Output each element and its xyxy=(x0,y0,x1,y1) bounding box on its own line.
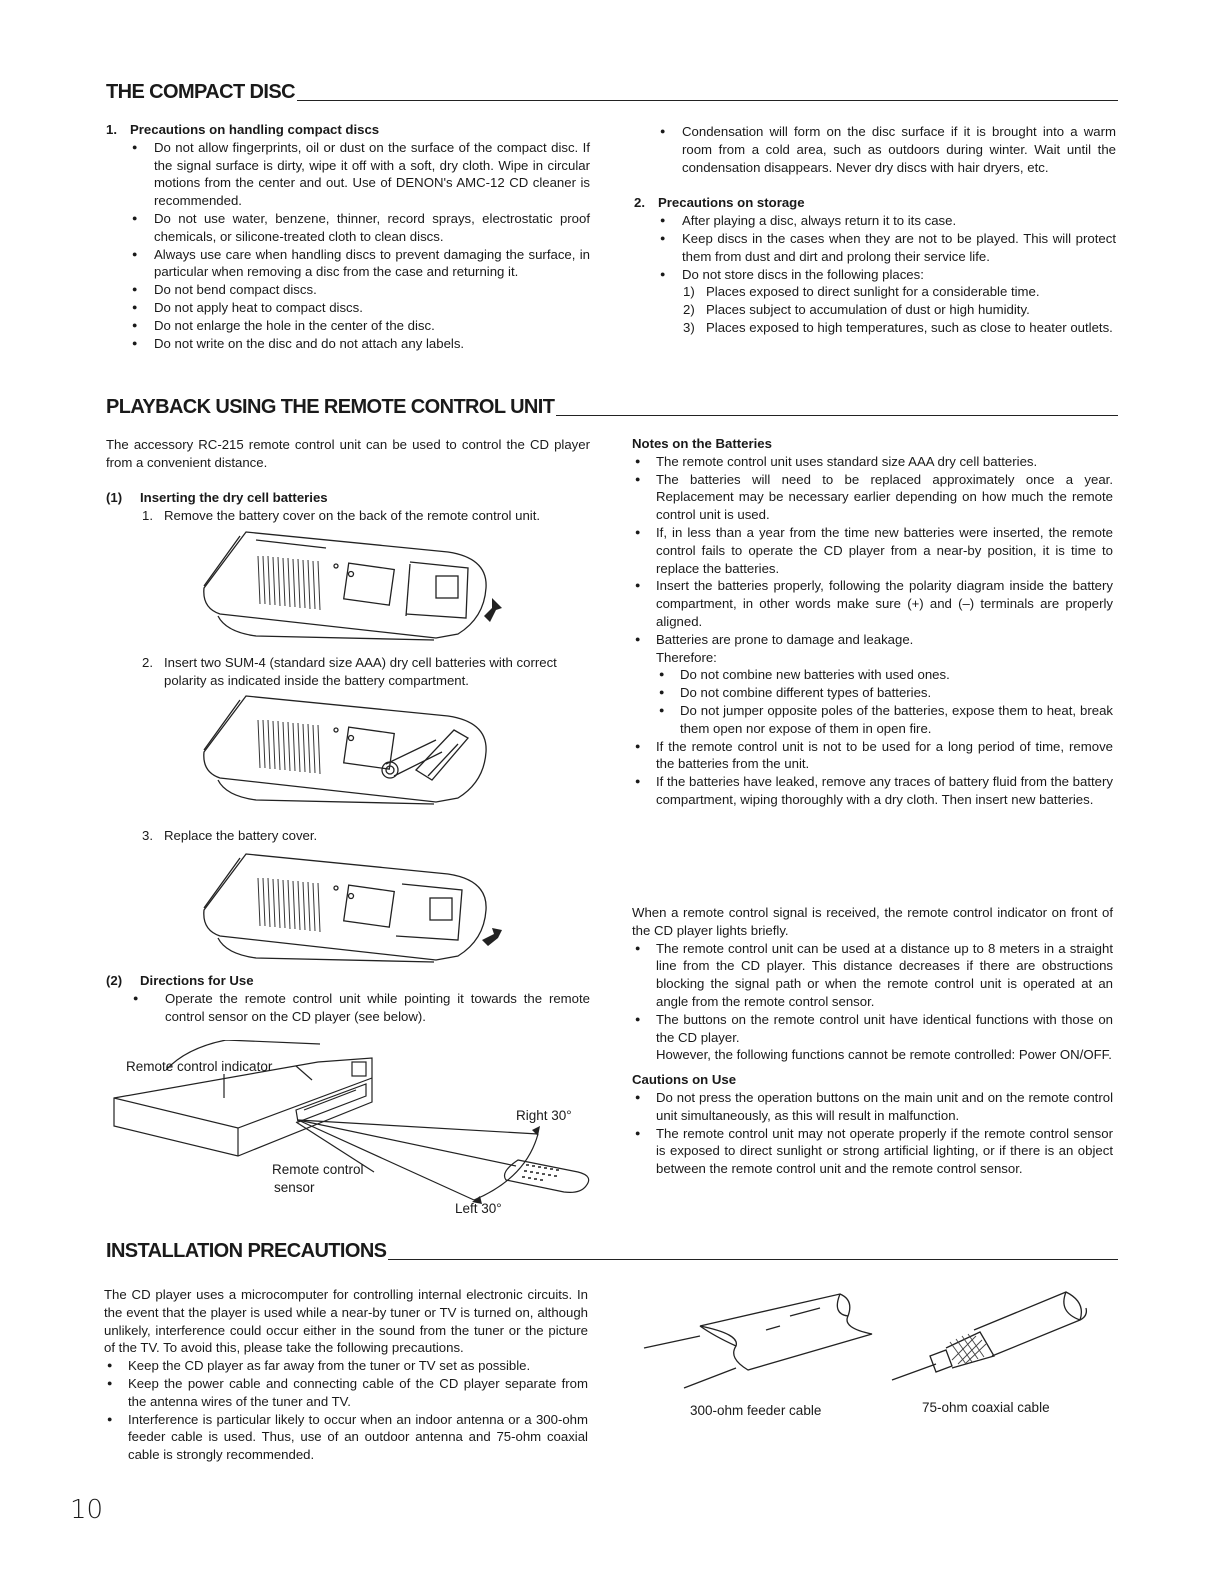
list-item: ● The batteries will need to be replaced approximately once a year. Replacement may be necessary earlier depending on how much the remote control unit is used. xyxy=(632,471,1113,524)
remote-back-cover-illustration xyxy=(196,526,516,644)
directions-section: (2) Directions for Use ● Operate the remote control unit while pointing it towards the remote control sensor on the CD player (see below). xyxy=(106,972,590,1025)
installation-title: INSTALLATION PRECAUTIONS xyxy=(106,1239,1118,1263)
list-item: ● Do not allow fingerprints, oil or dust on the surface of the compact disc. If the signal surface is dirty, wipe it off with a soft, dry cloth. Wipe in circular motions from the center and out. Use of DENON's AMC-12 CD cleaner is recommended. xyxy=(106,139,590,210)
installation-intro: The CD player uses a microcomputer for controlling internal electronic circuits. In the event that the player is used while a near-by tuner or TV is turned on, although unlikely, interference could occur either in the sound from the tuner or the picture of the TV. To avoid this, please take the following precautions. xyxy=(104,1287,588,1356)
list-item: ● Operate the remote control unit while pointing it towards the remote control sensor on the CD player (see below). xyxy=(106,990,590,1026)
remote-battery-insert-illustration xyxy=(196,690,496,808)
arrow-icon xyxy=(484,598,502,622)
step-3: 3. Replace the battery cover. xyxy=(142,828,318,843)
handling-heading: Precautions on handling compact discs xyxy=(130,122,380,137)
remote-indicator-label: Remote control indicator xyxy=(126,1059,273,1074)
list-item: ● Keep the CD player as far away from the tuner or TV set as possible. xyxy=(104,1357,588,1375)
storage-list xyxy=(634,212,1116,337)
cable-illustrations xyxy=(640,1286,1100,1396)
list-item: 1) Places exposed to direct sunlight for a considerable time. xyxy=(683,284,1040,300)
signal-intro: When a remote control signal is received, the remote control indicator on front of the CD player lights briefly. xyxy=(632,905,1113,938)
handling-section: 1. Precautions on handling compact discs ● Do not allow fingerprints, oil or dust on the surface of the compact disc. If the signal surface is dirty, wipe it off with a soft, dry cloth. Wipe in circular motions from the center and out. Use of DENON's AMC-12 CD cleaner is recommended. ● Do not use water, benzene, thinner, record sprays, electrostatic proof chemicals, or silicone-treated cloth to clean discs. ● Always use care when handling discs to prevent damaging the surface, in particular when removing a disc from the case and returning it. ● Do not bend compact discs. ● Do not apply heat to compact discs. ● Do not enlarge the hole in the center of the disc. ● Do not write on the disc and do not attach any labels. xyxy=(106,121,590,352)
arrow-icon xyxy=(482,928,502,946)
right-angle-label: Right 30° xyxy=(516,1108,572,1123)
list-item: ● Keep the power cable and connecting cable of the CD player separate from the antenna wires of the tuner and TV. xyxy=(104,1375,588,1411)
list-item: ● If, in less than a year from the time new batteries were inserted, the remote control fails to operate the CD player from a near-by position, it is time to replace the batteries. xyxy=(632,524,1113,577)
step-1: 1. Remove the battery cover on the back of the remote control unit. xyxy=(142,507,541,523)
feeder-cable-caption: 300-ohm feeder cable xyxy=(690,1403,822,1418)
list-item: 2) Places subject to accumulation of dust or high humidity. xyxy=(683,302,1030,318)
list-item: ● Interference is particular likely to occur when an indoor antenna or a 300-ohm feeder cable is used. Thus, use of an outdoor antenna and 75-ohm coaxial cable is strongly recommended. xyxy=(104,1411,588,1464)
sensor-label-2: sensor xyxy=(274,1180,315,1195)
directions-heading: Directions for Use xyxy=(140,973,254,988)
storage-heading: Precautions on storage xyxy=(658,195,805,211)
title-rule xyxy=(388,1259,1118,1260)
list-item: ● If the batteries have leaked, remove any traces of battery fluid from the battery compartment, wiping thoroughly with a dry cloth. Then insert new batteries. xyxy=(632,773,1113,809)
list-item: ● Do not apply heat to compact discs. xyxy=(106,299,590,317)
list-item: ● Keep discs in the cases when they are not to be played. This will protect them from dust and dirt and prolong their service life. xyxy=(634,230,1116,266)
list-item: ● Do not enlarge the hole in the center of the disc. xyxy=(106,317,590,335)
list-item: ● Condensation will form on the disc surface if it is brought into a warm room from a cold area, such as outdoors during winter. Wait until the condensation disappears. Never dry discs with hair dryers, etc. xyxy=(634,123,1116,176)
handling-continued: ● Condensation will form on the disc surface if it is brought into a warm room from a cold area, such as outdoors during winter. Wait until the condensation disappears. Never dry discs with hair dryers, etc. 2. Precautions on storage ● After playing a disc, always return it to its case. ● Keep discs in the cases when they are not to be played. This will protect them from dust and dirt and prolong their service life. ● Do not store discs in the following places: 1) Places exposed to direct sunlight for a considerable time. 2) Places subject to accumulation of dust or high humidity. 3) Places exposed to high temperatures, such as close to heater outlets. xyxy=(634,123,1116,337)
sensor-label-1: Remote control xyxy=(272,1162,364,1177)
page-number: 10 xyxy=(70,1495,104,1525)
list-item: ● The remote control unit uses standard size AAA dry cell batteries. xyxy=(632,453,1113,471)
remote-intro: The accessory RC-215 remote control unit can be used to control the CD player from a convenient distance. xyxy=(106,437,590,470)
signal-section xyxy=(632,904,1113,1178)
remote-replace-cover-illustration xyxy=(196,848,516,966)
list-item: 3) Places exposed to high temperatures, such as close to heater outlets. xyxy=(683,319,1113,335)
list-item: ● Do not jumper opposite poles of the batteries, expose them to heat, break them open nor expose of them in open fire. xyxy=(632,702,1113,738)
handling-list xyxy=(106,139,590,353)
list-item: ● If the remote control unit is not to be used for a long period of time, remove the batteries from the unit. xyxy=(632,738,1113,774)
remote-title: PLAYBACK USING THE REMOTE CONTROL UNIT xyxy=(106,395,1118,419)
coaxial-cable-caption: 75-ohm coaxial cable xyxy=(922,1400,1050,1415)
list-item: ● Do not combine different types of batteries. xyxy=(632,684,1113,702)
list-item: ● Do not combine new batteries with used ones. xyxy=(632,666,1113,684)
cautions-heading: Cautions on Use xyxy=(632,1072,737,1088)
list-item: ● Insert the batteries properly, following the polarity diagram inside the battery compartment, in other words make sure (+) and (–) terminals are properly aligned. xyxy=(632,577,1113,630)
list-item: ● The remote control unit can be used at a distance up to 8 meters in a straight line from the CD player. This distance decreases if there are obstructions blocking the signal path or when the remote control unit is operated at an angle from the remote control sensor. xyxy=(632,940,1113,1011)
inserting-heading: Inserting the dry cell batteries xyxy=(140,490,328,505)
list-item: ● Do not store discs in the following places: xyxy=(634,266,1116,284)
list-item: ● The remote control unit may not operate properly if the remote control sensor is exposed to direct sunlight or strong artificial lighting, or if there is an object between the remote control unit and the remote control sensor. xyxy=(632,1125,1113,1178)
title-rule xyxy=(297,100,1118,101)
title-rule xyxy=(556,415,1118,416)
list-item: ● Always use care when handling discs to prevent damaging the surface, in particular when removing a disc from the case and returning it. xyxy=(106,246,590,282)
battery-notes xyxy=(632,435,1113,809)
left-angle-label: Left 30° xyxy=(455,1201,502,1216)
therefore-text: Therefore: xyxy=(656,649,717,665)
list-item: ● Do not bend compact discs. xyxy=(106,281,590,299)
list-item: ● Do not use water, benzene, thinner, record sprays, electrostatic proof chemicals, or silicone-treated cloth to clean discs. xyxy=(106,210,590,246)
step-2: 2. Insert two SUM-4 (standard size AAA) dry cell batteries with correct polarity as indicated inside the battery compartment. xyxy=(142,655,557,688)
list-item: ● Batteries are prone to damage and leakage. xyxy=(632,631,1113,649)
list-item: ● After playing a disc, always return it to its case. xyxy=(634,212,1116,230)
inserting-section: (1) Inserting the dry cell batteries 1. Remove the battery cover on the back of the remote control unit. xyxy=(106,489,590,525)
compact-disc-title: THE COMPACT DISC xyxy=(106,80,1118,104)
installation-section xyxy=(104,1286,588,1464)
list-item: ● Do not write on the disc and do not attach any labels. xyxy=(106,335,590,353)
however-text: However, the following functions cannot be remote controlled: Power ON/OFF. xyxy=(656,1047,1112,1063)
list-item: ● Do not press the operation buttons on the main unit and on the remote control unit simultaneously, as this will result in malfunction. xyxy=(632,1089,1113,1125)
notes-heading: Notes on the Batteries xyxy=(632,436,772,451)
list-item: ● The buttons on the remote control unit have identical functions with those on the CD player. xyxy=(632,1011,1113,1047)
